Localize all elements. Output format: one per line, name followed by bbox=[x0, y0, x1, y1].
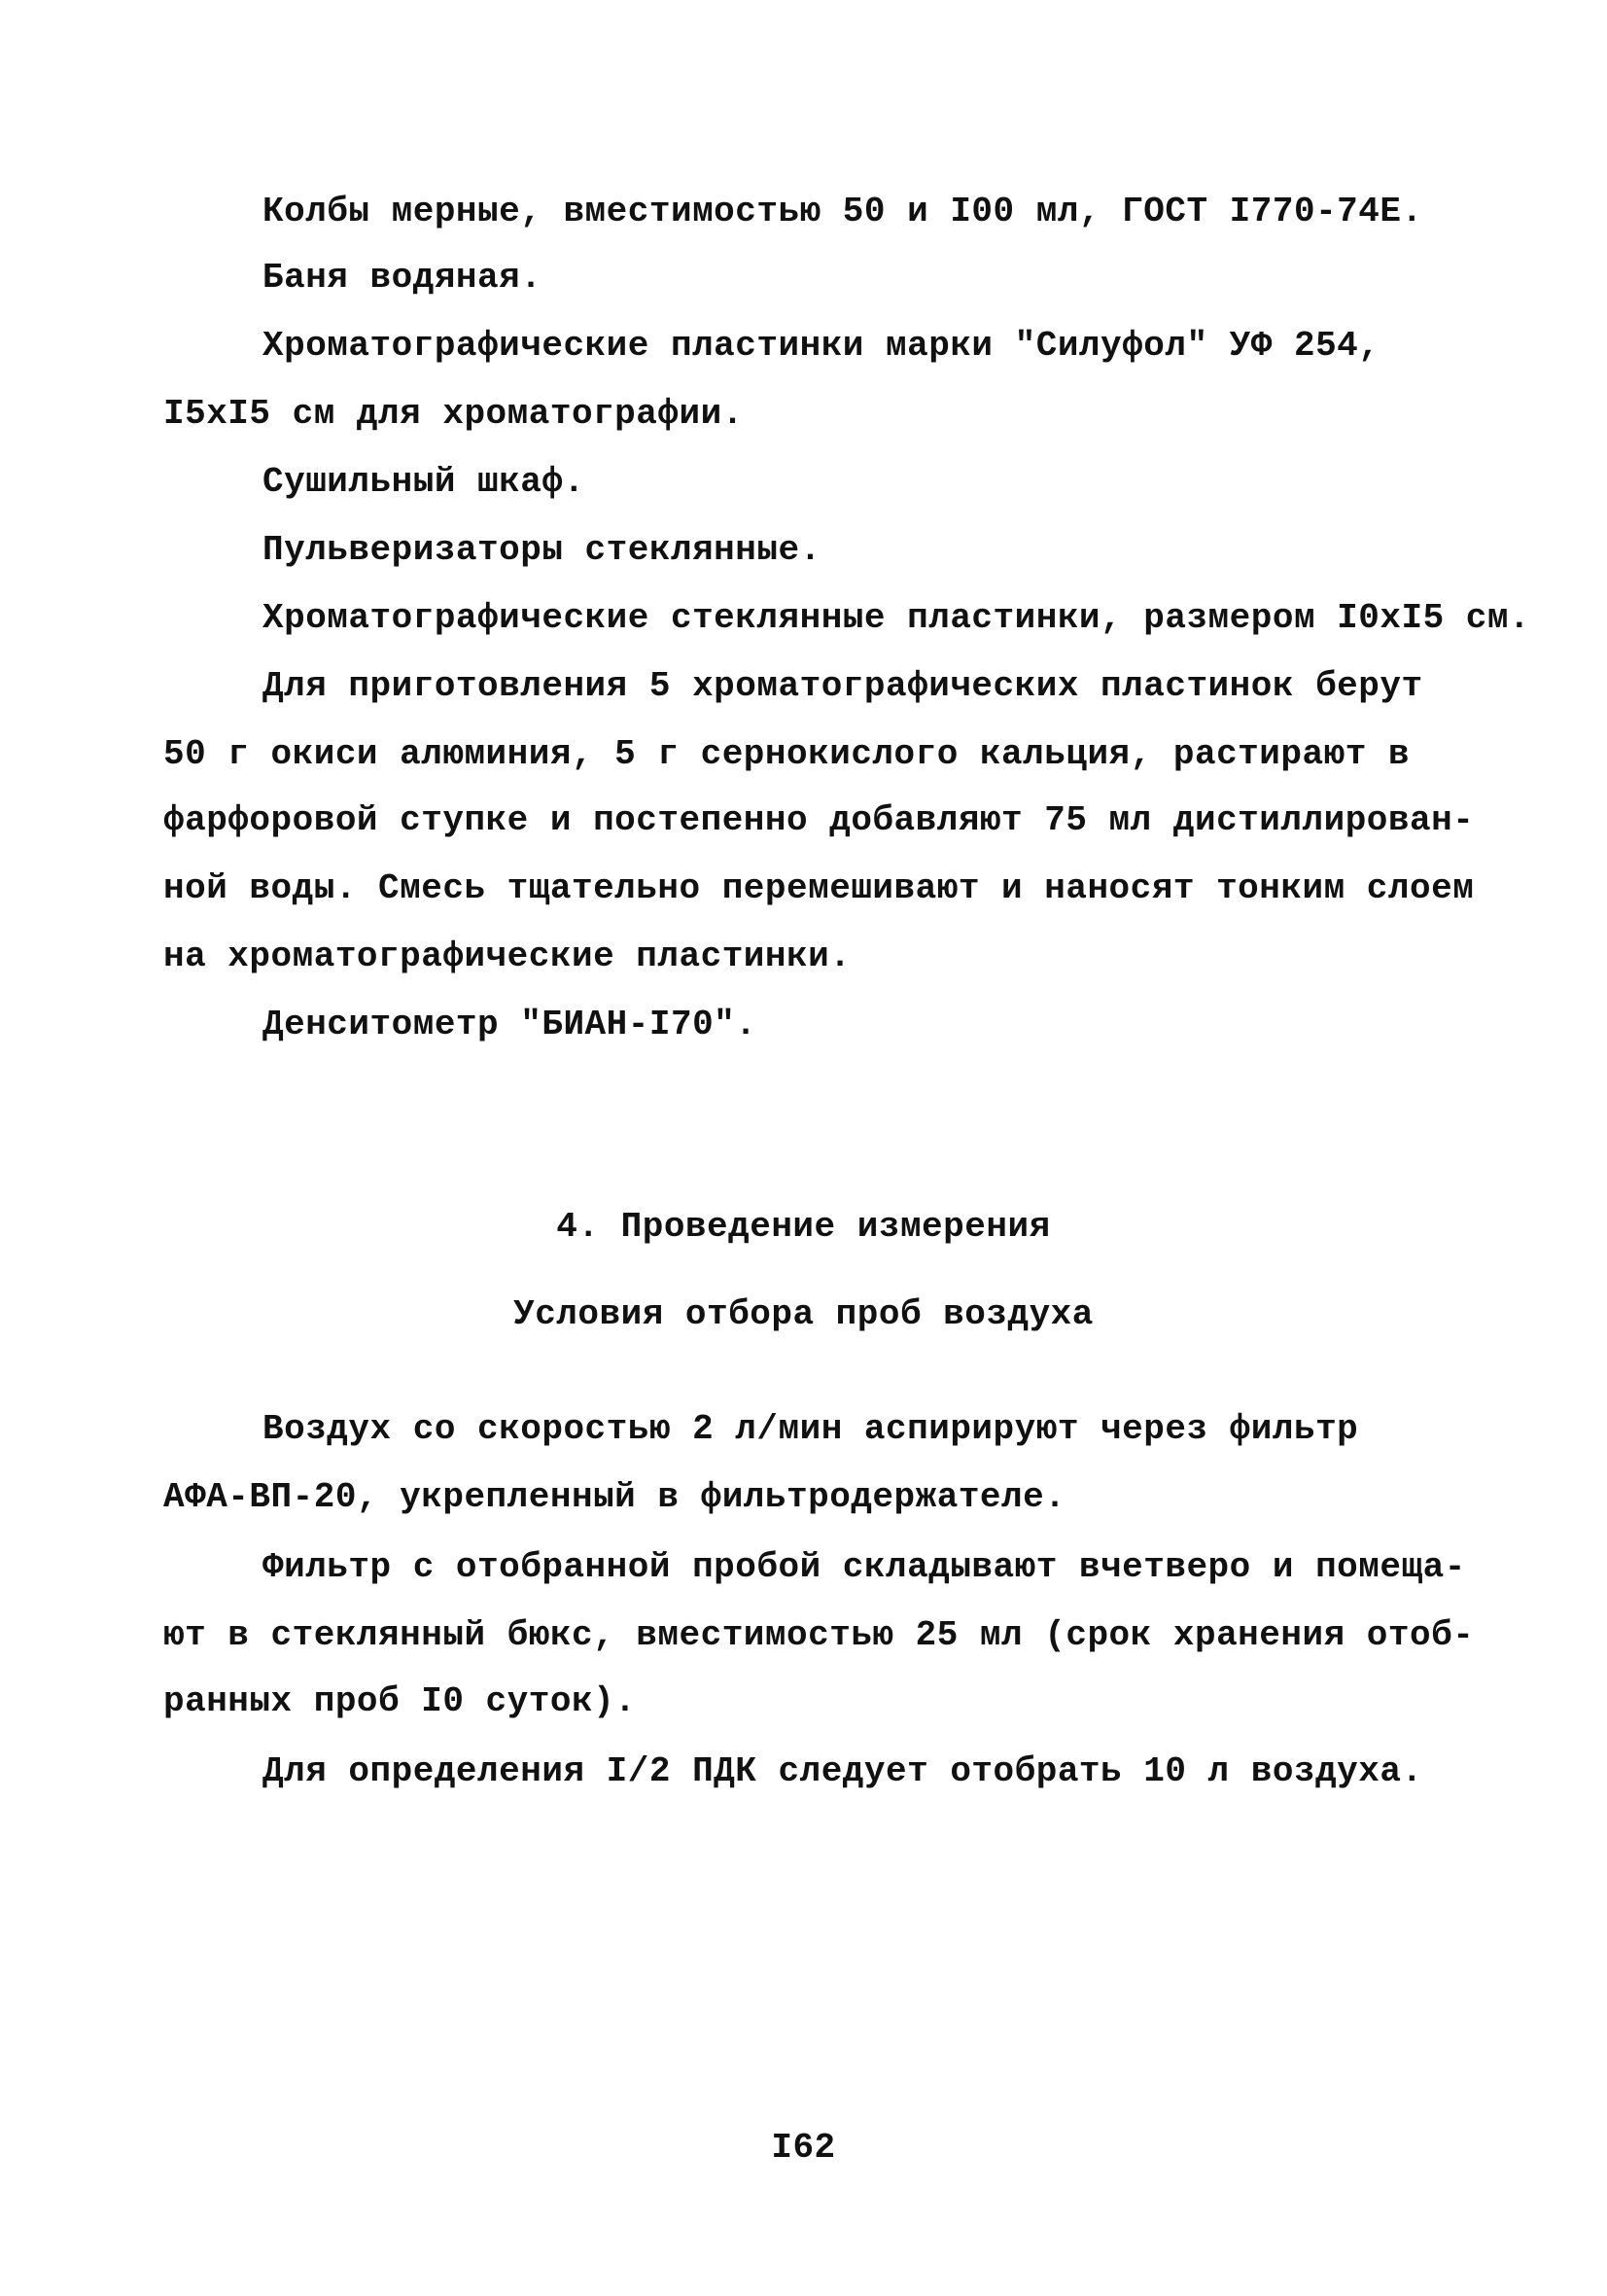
equipment-sprayers: Пульверизаторы стеклянные. bbox=[262, 530, 821, 570]
equipment-water-bath: Баня водяная. bbox=[262, 258, 542, 298]
sampling-filter-line1: Фильтр с отобранной пробой складывают вчетверо и помеща- bbox=[262, 1547, 1466, 1587]
sampling-air-line1: Воздух со скоростью 2 л/мин аспирируют через фильтр bbox=[262, 1409, 1359, 1449]
sampling-filter-line2: ют в стеклянный бюкс, вместимостью 25 мл (срок хранения отоб- bbox=[163, 1615, 1475, 1655]
section-subtitle: Условия отбора проб воздуха bbox=[513, 1294, 1094, 1334]
equipment-silufol-line2: I5хI5 см для хроматографии. bbox=[163, 394, 744, 434]
sampling-determination: Для определения I/2 ПДК следует отобрать 10 л воздуха. bbox=[262, 1751, 1423, 1791]
equipment-densitometer: Денситометр "БИАН-I70". bbox=[262, 1005, 757, 1044]
page-number: I62 bbox=[771, 2128, 836, 2168]
sampling-filter-line3: ранных проб I0 суток). bbox=[163, 1681, 637, 1721]
prep-line-2: 50 г окиси алюминия, 5 г сернокислого кальция, растирают в bbox=[163, 734, 1411, 774]
equipment-glass-plates: Хроматографические стеклянные пластинки, размером I0хI5 см. bbox=[262, 598, 1531, 638]
prep-line-1: Для приготовления 5 хроматографических пластинок берут bbox=[262, 666, 1423, 706]
prep-line-4: ной воды. Смесь тщательно перемешивают и наносят тонким слоем bbox=[163, 868, 1475, 908]
sampling-air-line2: АФА-ВП-20, укрепленный в фильтродержателе. bbox=[163, 1477, 1066, 1517]
prep-line-3: фарфоровой ступке и постепенно добавляют 75 мл дистиллирован- bbox=[163, 800, 1475, 840]
equipment-drying-cabinet: Сушильный шкаф. bbox=[262, 462, 585, 502]
equipment-flasks: Колбы мерные, вместимостью 50 и I00 мл, ГОСТ I770-74Е. bbox=[262, 192, 1423, 231]
section-title: 4. Проведение измерения bbox=[556, 1207, 1051, 1247]
prep-line-5: на хроматографические пластинки. bbox=[163, 936, 852, 976]
equipment-silufol-line1: Хроматографические пластинки марки "Силуфол" УФ 254, bbox=[262, 326, 1380, 366]
